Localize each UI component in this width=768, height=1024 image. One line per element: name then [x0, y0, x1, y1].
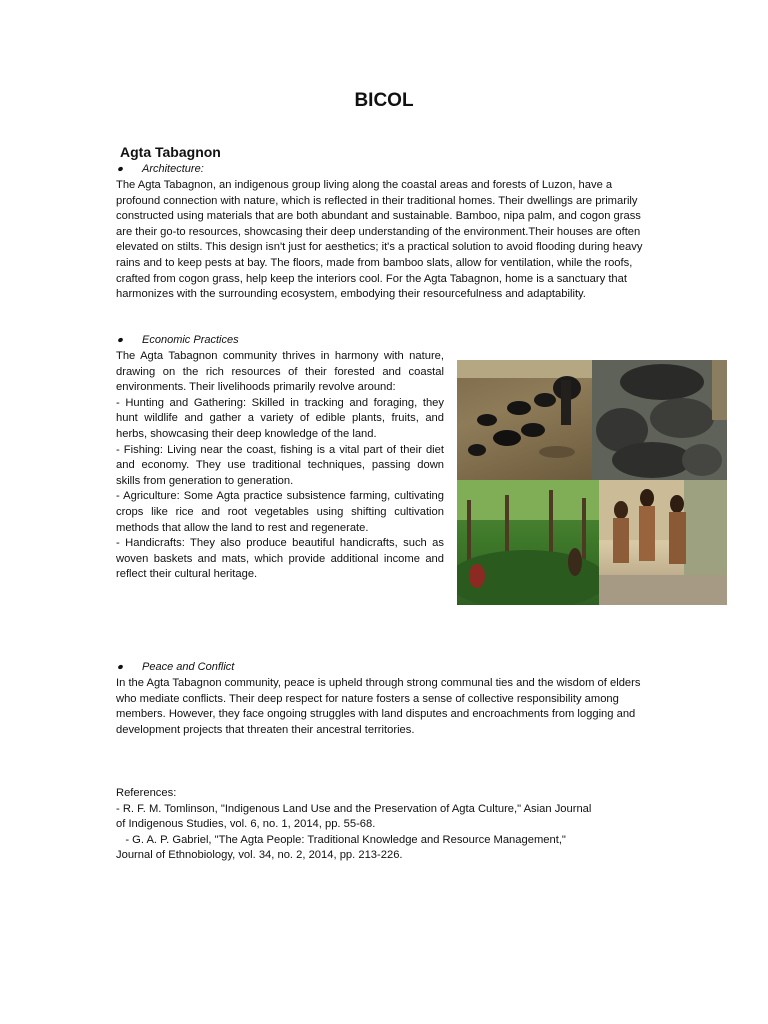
- economic-intro: The Agta Tabagnon community thrives in harmony with nature, drawing on the rich resources of their forested and coastal environments. Their livelihoods primarily revolve around:: [116, 350, 444, 394]
- bullet-icon: [117, 664, 123, 670]
- bullet-icon: [117, 166, 123, 172]
- reference-line: - G. A. P. Gabriel, "The Agta People: Traditional Knowledge and Resource Management,": [116, 833, 566, 846]
- photo-forest-farming: [457, 480, 599, 605]
- references: [116, 786, 656, 864]
- reference-line: - R. F. M. Tomlinson, "Indigenous Land Use and the Preservation of Agta Culture," Asian Journal: [116, 802, 592, 815]
- economic-heading-label: Economic Practices: [142, 334, 239, 346]
- peace-heading-label: Peace and Conflict: [142, 661, 235, 673]
- references-label: References:: [116, 787, 177, 799]
- economic-item: - Agriculture: Some Agta practice subsistence farming, cultivating crops like rice and root vegetables using shifting cultivation methods that allow the land to rest and regenerate.: [116, 490, 444, 534]
- photo-pigs-closeup: [592, 360, 727, 480]
- photo-agta-people: [599, 480, 727, 605]
- economic-item: - Hunting and Gathering: Skilled in tracking and foraging, they hunt wildlife and gather a variety of edible plants, fruits, and herbs, showcasing their deep knowledge of the land.: [116, 396, 444, 440]
- economic-heading: [118, 334, 239, 346]
- section-subtitle: Agta Tabagnon: [120, 144, 221, 160]
- bullet-icon: [117, 337, 123, 343]
- photo-pigs-yard: [457, 360, 592, 480]
- peace-text: In the Agta Tabagnon community, peace is upheld through strong communal ties and the wisdom of elders who mediate conflicts. Their deep respect for nature fosters a sense of collective responsibility among members. However, they face ongoing struggles with land disputes and encroachments from logging and development projects that threaten their ancestral territories.: [116, 677, 641, 736]
- page-title: BICOL: [354, 90, 414, 111]
- photo-collage: [457, 360, 727, 605]
- economic-text: [116, 349, 444, 583]
- architecture-heading-label: Architecture:: [142, 163, 204, 175]
- economic-item: - Fishing: Living near the coast, fishing is a vital part of their diet and economy. They use traditional techniques, passing down skills from generation to generation.: [116, 443, 444, 487]
- peace-heading: [118, 661, 234, 673]
- reference-line: Journal of Ethnobiology, vol. 34, no. 2, 2014, pp. 213-226.: [116, 849, 403, 862]
- architecture-heading: [118, 163, 204, 175]
- economic-item: - Handicrafts: They also produce beautiful handicrafts, such as woven baskets and mats, which provide additional income and reflect their cultural heritage.: [116, 537, 444, 581]
- reference-line: of Indigenous Studies, vol. 6, no. 1, 2014, pp. 55-68.: [116, 818, 376, 831]
- architecture-text: The Agta Tabagnon, an indigenous group living along the coastal areas and forests of Luzon, have a profound connection with nature, which is reflected in their traditional homes. Their dwellings are primarily constructed using materials that are both abundant and sustainable. Bamboo, nipa palm, and cogon grass are their go-to resources, showcasing their deep understanding of the environment.Their houses are often elevated on stilts. This design isn't just for aesthetics; it's a practical solution to avoid flooding during heavy rains and to keep pests at bay. The floors, made from bamboo slats, allow for ventilation, while the roofs, crafted from cogon grass, help keep the interiors cool. For the Agta Tabagnon, home is a sanctuary that harmonizes with the surrounding ecosystem, embodying their resourcefulness and adaptability.: [116, 179, 643, 301]
